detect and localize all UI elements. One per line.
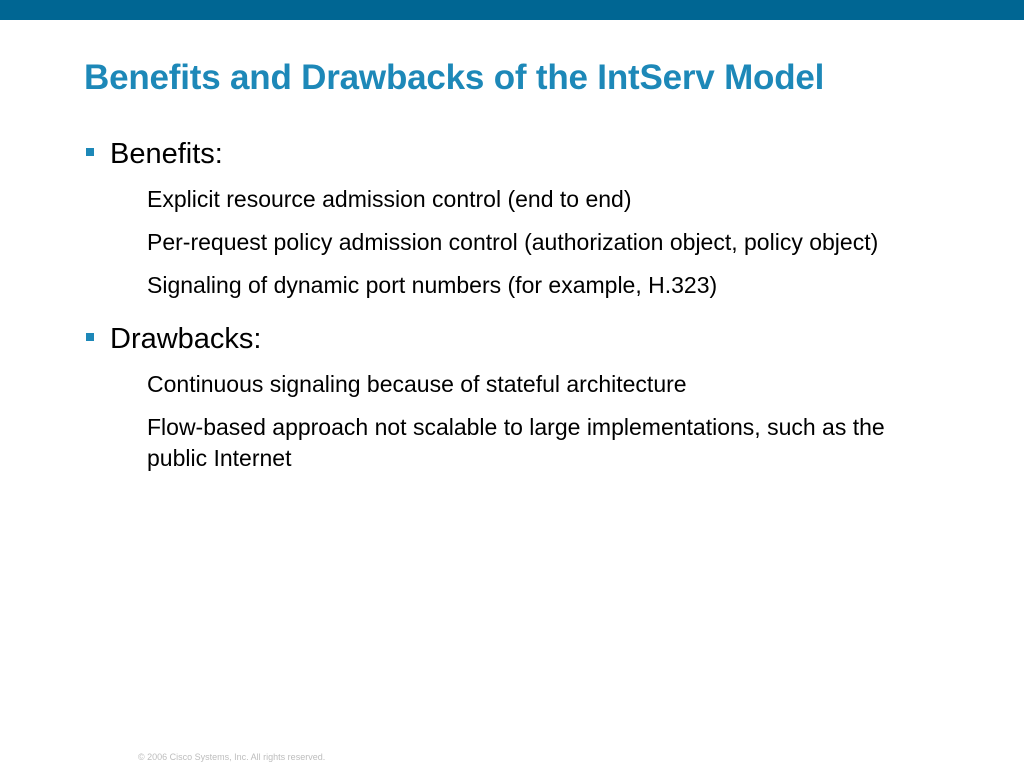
- drawbacks-heading: Drawbacks:: [110, 323, 262, 355]
- benefits-heading-row: [84, 134, 924, 174]
- benefits-heading: Benefits:: [110, 138, 223, 170]
- list-item: Signaling of dynamic port numbers (for example, H.323): [147, 272, 718, 298]
- benefits-list: [84, 184, 924, 301]
- drawbacks-section: [84, 319, 924, 474]
- square-bullet-icon: [86, 333, 94, 341]
- top-color-bar: [0, 0, 1024, 20]
- list-item: Continuous signaling because of stateful architecture: [147, 371, 687, 397]
- square-bullet-icon: [86, 148, 94, 156]
- list-item: Flow-based approach not scalable to large implementations, such as the public Internet: [147, 414, 885, 471]
- copyright-footer: © 2006 Cisco Systems, Inc. All rights reserved.: [138, 752, 326, 762]
- list-item: Explicit resource admission control (end to end): [147, 186, 632, 212]
- list-item: Per-request policy admission control (authorization object, policy object): [147, 229, 879, 255]
- slide-title: Benefits and Drawbacks of the IntServ Model: [84, 58, 825, 97]
- slide-content: [84, 134, 924, 492]
- drawbacks-heading-row: [84, 319, 924, 359]
- drawbacks-list: [84, 369, 924, 474]
- benefits-section: [84, 134, 924, 301]
